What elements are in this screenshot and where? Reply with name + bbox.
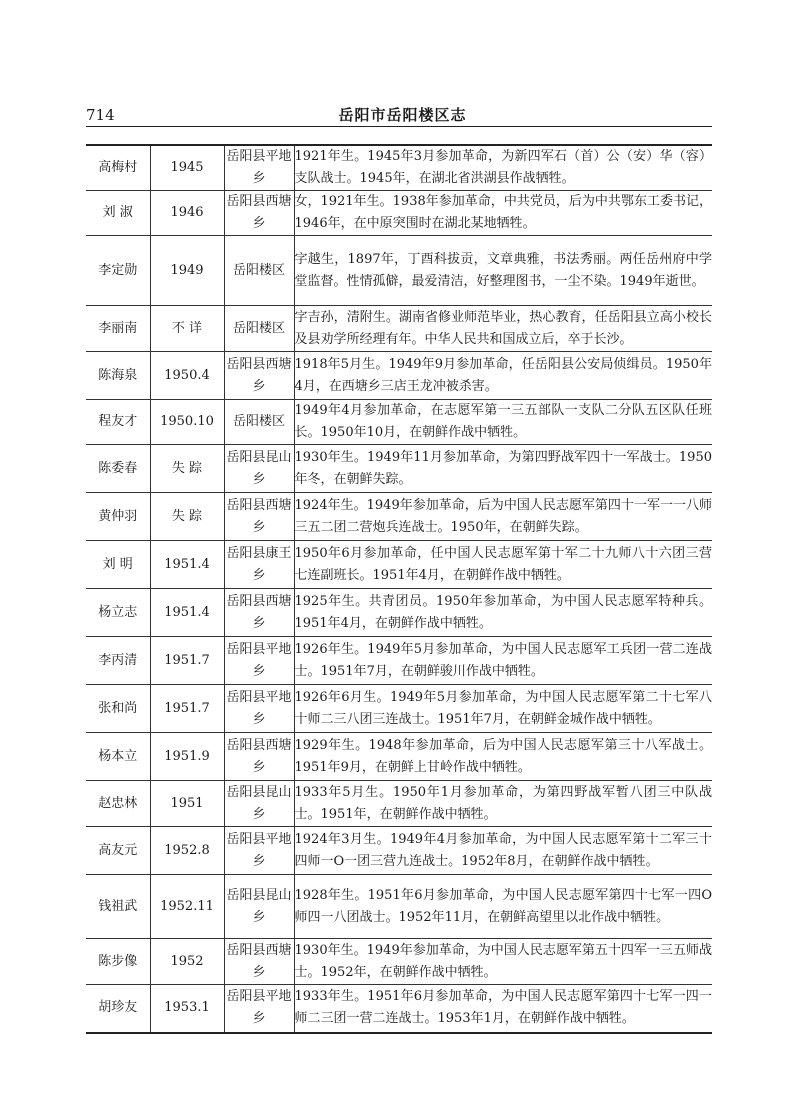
- desc-cell: 1921年生。1945年3月参加革命，为新四军石（首）公（安）华（容）支队战士。1945年，在湖北省洪湖县作战牺牲。: [294, 145, 712, 191]
- name-cell: 杨本立: [86, 733, 150, 781]
- year-cell: 1951.7: [150, 637, 224, 685]
- desc-cell: 1950年6月参加革命，任中国人民志愿军第十军二十九师八十六团三营七连副班长。1951年4月，在朝鲜作战中牺牲。: [294, 541, 712, 589]
- name-cell: 赵忠林: [86, 781, 150, 827]
- name-cell: 刘 明: [86, 541, 150, 589]
- table-row: [86, 939, 712, 985]
- desc-cell: 字吉孙，清附生。湖南省修业师范毕业，热心教育，任岳阳县立高小校长及县劝学所经理有年。中华人民共和国成立后，卒于长沙。: [294, 306, 712, 352]
- table-row: [86, 145, 712, 191]
- name-cell: 陈海泉: [86, 352, 150, 400]
- name-cell: 杨立志: [86, 589, 150, 637]
- year-cell: 1950.4: [150, 352, 224, 400]
- desc-cell: 1949年4月参加革命，在志愿军第一三五部队一支队二分队五区队任班长。1950年10月，在朝鲜作战中牺牲。: [294, 400, 712, 445]
- place-cell: 岳阳县平地乡: [224, 827, 294, 875]
- name-cell: 程友才: [86, 400, 150, 445]
- place-cell: 岳阳县平地乡: [224, 637, 294, 685]
- desc-cell: 1930年生。1949年参加革命，为中国人民志愿军第五十四军一三五师战士。1952年，在朝鲜作战中牺牲。: [294, 939, 712, 985]
- year-cell: 不 详: [150, 306, 224, 352]
- desc-cell: 1926年6月生。1949年5月参加革命，为中国人民志愿军第二十七军八十师二三八团三连战士。1951年7月，在朝鲜金城作战中牺牲。: [294, 685, 712, 733]
- header-rule: [86, 126, 712, 127]
- table-row: [86, 191, 712, 236]
- year-cell: 1951.7: [150, 685, 224, 733]
- table-row: [86, 589, 712, 637]
- place-cell: 岳阳楼区: [224, 306, 294, 352]
- desc-cell: 1930年生。1949年11月参加革命，为第四野战军四十一军战士。1950年冬，在朝鲜失踪。: [294, 445, 712, 493]
- place-cell: 岳阳县康王乡: [224, 541, 294, 589]
- desc-cell: 1918年5月生。1949年9月参加革命，任岳阳县公安局侦缉员。1950年4月，在西塘乡三店王龙冲被杀害。: [294, 352, 712, 400]
- name-cell: 刘 淑: [86, 191, 150, 236]
- name-cell: 李定勋: [86, 236, 150, 306]
- martyr-roster-table: [86, 144, 712, 1034]
- table-row: [86, 733, 712, 781]
- year-cell: 1953.1: [150, 985, 224, 1033]
- table-row: [86, 541, 712, 589]
- table-row: [86, 781, 712, 827]
- year-cell: 失 踪: [150, 445, 224, 493]
- desc-cell: 1924年3月生。1949年4月参加革命，为中国人民志愿军第十二军三十四师一O一团三营九连战士。1952年8月，在朝鲜作战中牺牲。: [294, 827, 712, 875]
- name-cell: 李丽南: [86, 306, 150, 352]
- place-cell: 岳阳县西塘乡: [224, 352, 294, 400]
- desc-cell: 1924年生。1949年参加革命，后为中国人民志愿军第四十一军一一八师三五二团二营炮兵连战士。1950年，在朝鲜失踪。: [294, 493, 712, 541]
- table-row: [86, 685, 712, 733]
- name-cell: 陈步像: [86, 939, 150, 985]
- table-row: [86, 985, 712, 1033]
- name-cell: 高友元: [86, 827, 150, 875]
- desc-cell: 1933年5月生。1950年1月参加革命，为第四野战军暂八团三中队战士。1951年，在朝鲜作战中牺牲。: [294, 781, 712, 827]
- desc-cell: 1925年生。共青团员。1950年参加革命，为中国人民志愿军特种兵。1951年4月，在朝鲜作战中牺牲。: [294, 589, 712, 637]
- place-cell: 岳阳县昆山乡: [224, 445, 294, 493]
- name-cell: 张和尚: [86, 685, 150, 733]
- desc-cell: 1926年生。1949年5月参加革命，为中国人民志愿军工兵团一营二连战士。1951年7月，在朝鲜骏川作战中牺牲。: [294, 637, 712, 685]
- place-cell: 岳阳县西塘乡: [224, 939, 294, 985]
- name-cell: 胡珍友: [86, 985, 150, 1033]
- page-number: 714: [86, 106, 115, 124]
- table-row: [86, 493, 712, 541]
- place-cell: 岳阳楼区: [224, 236, 294, 306]
- desc-cell: 1928年生。1951年6月参加革命，为中国人民志愿军第四十七军一四O师四一八团战士。1952年11月，在朝鲜高望里以北作战中牺牲。: [294, 875, 712, 939]
- table-row: [86, 236, 712, 306]
- year-cell: 1951.4: [150, 589, 224, 637]
- page-title: 岳阳市岳阳楼区志: [338, 106, 467, 124]
- place-cell: 岳阳县西塘乡: [224, 589, 294, 637]
- year-cell: 1951.9: [150, 733, 224, 781]
- place-cell: 岳阳县昆山乡: [224, 781, 294, 827]
- desc-cell: 女，1921年生。1938年参加革命，中共党员，后为中共鄂东工委书记，1946年，在中原突围时在湖北某地牺牲。: [294, 191, 712, 236]
- year-cell: 1946: [150, 191, 224, 236]
- name-cell: 黄仲羽: [86, 493, 150, 541]
- table-row: [86, 827, 712, 875]
- year-cell: 失 踪: [150, 493, 224, 541]
- name-cell: 陈委春: [86, 445, 150, 493]
- name-cell: 高梅村: [86, 145, 150, 191]
- table-row: [86, 637, 712, 685]
- place-cell: 岳阳县昆山乡: [224, 875, 294, 939]
- place-cell: 岳阳县西塘乡: [224, 733, 294, 781]
- year-cell: 1949: [150, 236, 224, 306]
- table-row: [86, 306, 712, 352]
- name-cell: 钱祖武: [86, 875, 150, 939]
- year-cell: 1952.8: [150, 827, 224, 875]
- year-cell: 1951.4: [150, 541, 224, 589]
- desc-cell: 1933年生。1951年6月参加革命，为中国人民志愿军第四十七军一四一师二三团一营二连战士。1953年1月，在朝鲜作战中牺牲。: [294, 985, 712, 1033]
- desc-cell: 1929年生。1948年参加革命，后为中国人民志愿军第三十八军战士。1951年9月，在朝鲜上甘岭作战中牺牲。: [294, 733, 712, 781]
- table-row: [86, 352, 712, 400]
- place-cell: 岳阳县西塘乡: [224, 191, 294, 236]
- table-row: [86, 445, 712, 493]
- place-cell: 岳阳县平地乡: [224, 985, 294, 1033]
- name-cell: 李丙清: [86, 637, 150, 685]
- year-cell: 1951: [150, 781, 224, 827]
- year-cell: 1952: [150, 939, 224, 985]
- place-cell: 岳阳县平地乡: [224, 145, 294, 191]
- year-cell: 1952.11: [150, 875, 224, 939]
- place-cell: 岳阳楼区: [224, 400, 294, 445]
- table-row: [86, 875, 712, 939]
- desc-cell: 字越生，1897年，丁酉科拔贡，文章典雅，书法秀丽。两任岳州府中学堂监督。性情孤僻，最爱清洁，好整理图书，一尘不染。1949年逝世。: [294, 236, 712, 306]
- table-row: [86, 400, 712, 445]
- year-cell: 1950.10: [150, 400, 224, 445]
- place-cell: 岳阳县平地乡: [224, 685, 294, 733]
- place-cell: 岳阳县西塘乡: [224, 493, 294, 541]
- year-cell: 1945: [150, 145, 224, 191]
